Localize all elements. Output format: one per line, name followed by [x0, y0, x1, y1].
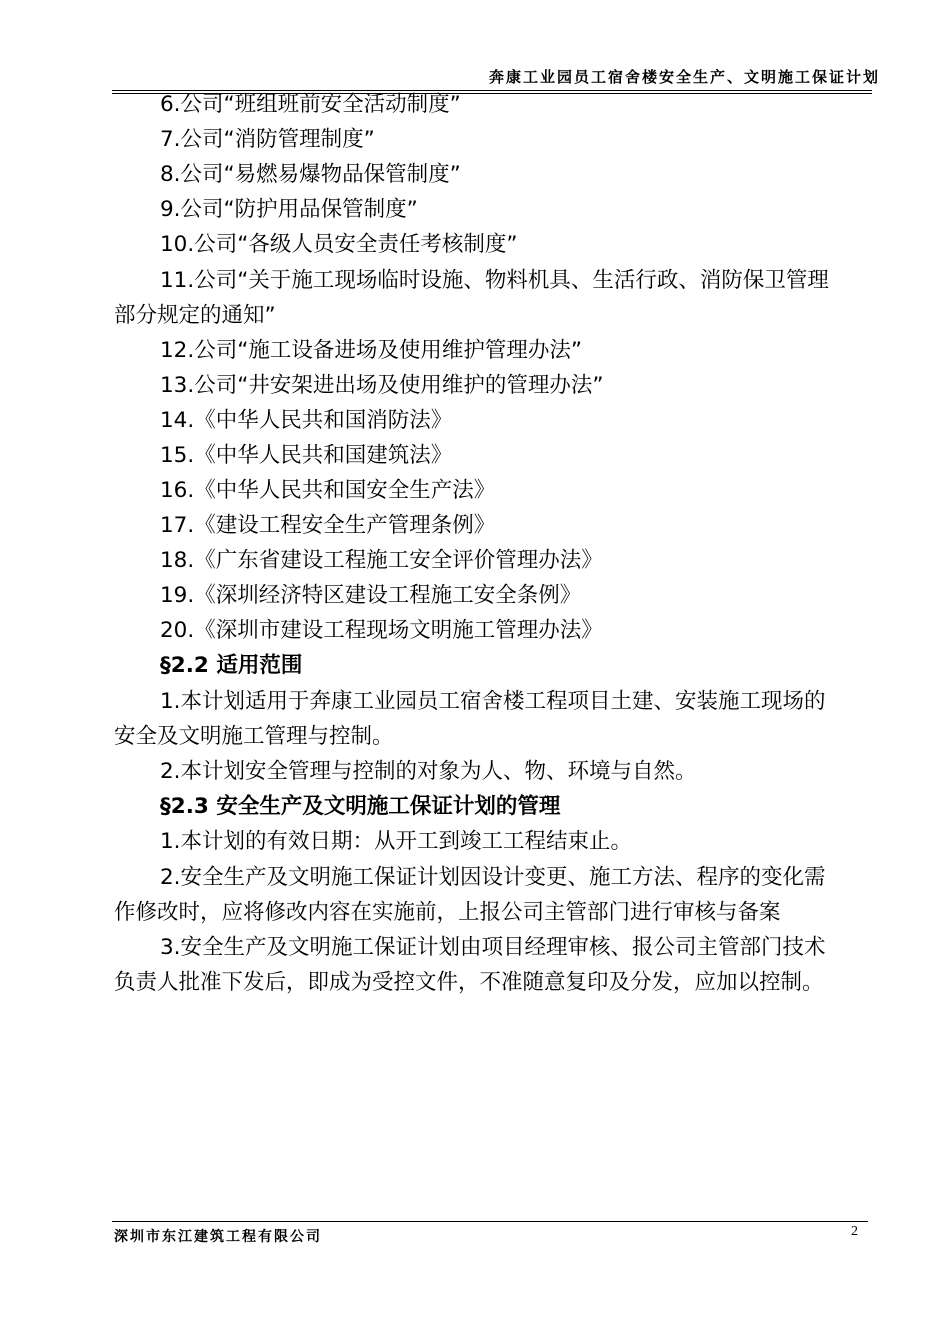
- list-item: 18.《广东省建设工程施工安全评价管理办法》: [160, 548, 603, 573]
- section-heading: §2.3 安全生产及文明施工保证计划的管理: [160, 794, 561, 819]
- list-item-continuation: 部分规定的通知”: [114, 303, 276, 328]
- list-item: 7.公司“消防管理制度”: [160, 127, 375, 152]
- list-item: 19.《深圳经济特区建设工程施工安全条例》: [160, 583, 582, 608]
- list-item: 16.《中华人民共和国安全生产法》: [160, 478, 496, 503]
- paragraph-line: 作修改时，应将修改内容在实施前，上报公司主管部门进行审核与备案: [114, 900, 781, 925]
- paragraph-line: 2.本计划安全管理与控制的对象为人、物、环境与自然。: [160, 759, 697, 784]
- paragraph-line: 1.本计划的有效日期：从开工到竣工工程结束止。: [160, 829, 633, 854]
- list-item: 14.《中华人民共和国消防法》: [160, 408, 453, 433]
- list-item: 9.公司“防护用品保管制度”: [160, 197, 418, 222]
- list-item: 11.公司“关于施工现场临时设施、物料机具、生活行政、消防保卫管理: [160, 268, 829, 293]
- list-item: 12.公司“施工设备进场及使用维护管理办法”: [160, 338, 582, 363]
- list-item: 20.《深圳市建设工程现场文明施工管理办法》: [160, 618, 603, 643]
- page-number: 2: [851, 1224, 858, 1239]
- list-item: 8.公司“易燃易爆物品保管制度”: [160, 162, 461, 187]
- list-item: 6.公司“班组班前安全活动制度”: [160, 92, 461, 117]
- paragraph-line: 安全及文明施工管理与控制。: [114, 724, 394, 749]
- list-item: 15.《中华人民共和国建筑法》: [160, 443, 453, 468]
- paragraph-line: 2.安全生产及文明施工保证计划因设计变更、施工方法、程序的变化需: [160, 865, 826, 890]
- paragraph-line: 负责人批准下发后，即成为受控文件，不准随意复印及分发，应加以控制。: [114, 970, 824, 995]
- footer-company: 深圳市东江建筑工程有限公司: [114, 1229, 322, 1245]
- paragraph-line: 1.本计划适用于奔康工业园员工宿舍楼工程项目土建、安装施工现场的: [160, 689, 826, 714]
- paragraph-line: 3.安全生产及文明施工保证计划由项目经理审核、报公司主管部门技术: [160, 935, 826, 960]
- list-item: 17.《建设工程安全生产管理条例》: [160, 513, 496, 538]
- list-item: 10.公司“各级人员安全责任考核制度”: [160, 232, 518, 257]
- footer-rule: [112, 1221, 868, 1222]
- header-title: 奔康工业园员工宿舍楼安全生产、文明施工保证计划: [488, 68, 880, 86]
- list-item: 13.公司“井安架进出场及使用维护的管理办法”: [160, 373, 604, 398]
- section-heading: §2.2 适用范围: [160, 653, 303, 678]
